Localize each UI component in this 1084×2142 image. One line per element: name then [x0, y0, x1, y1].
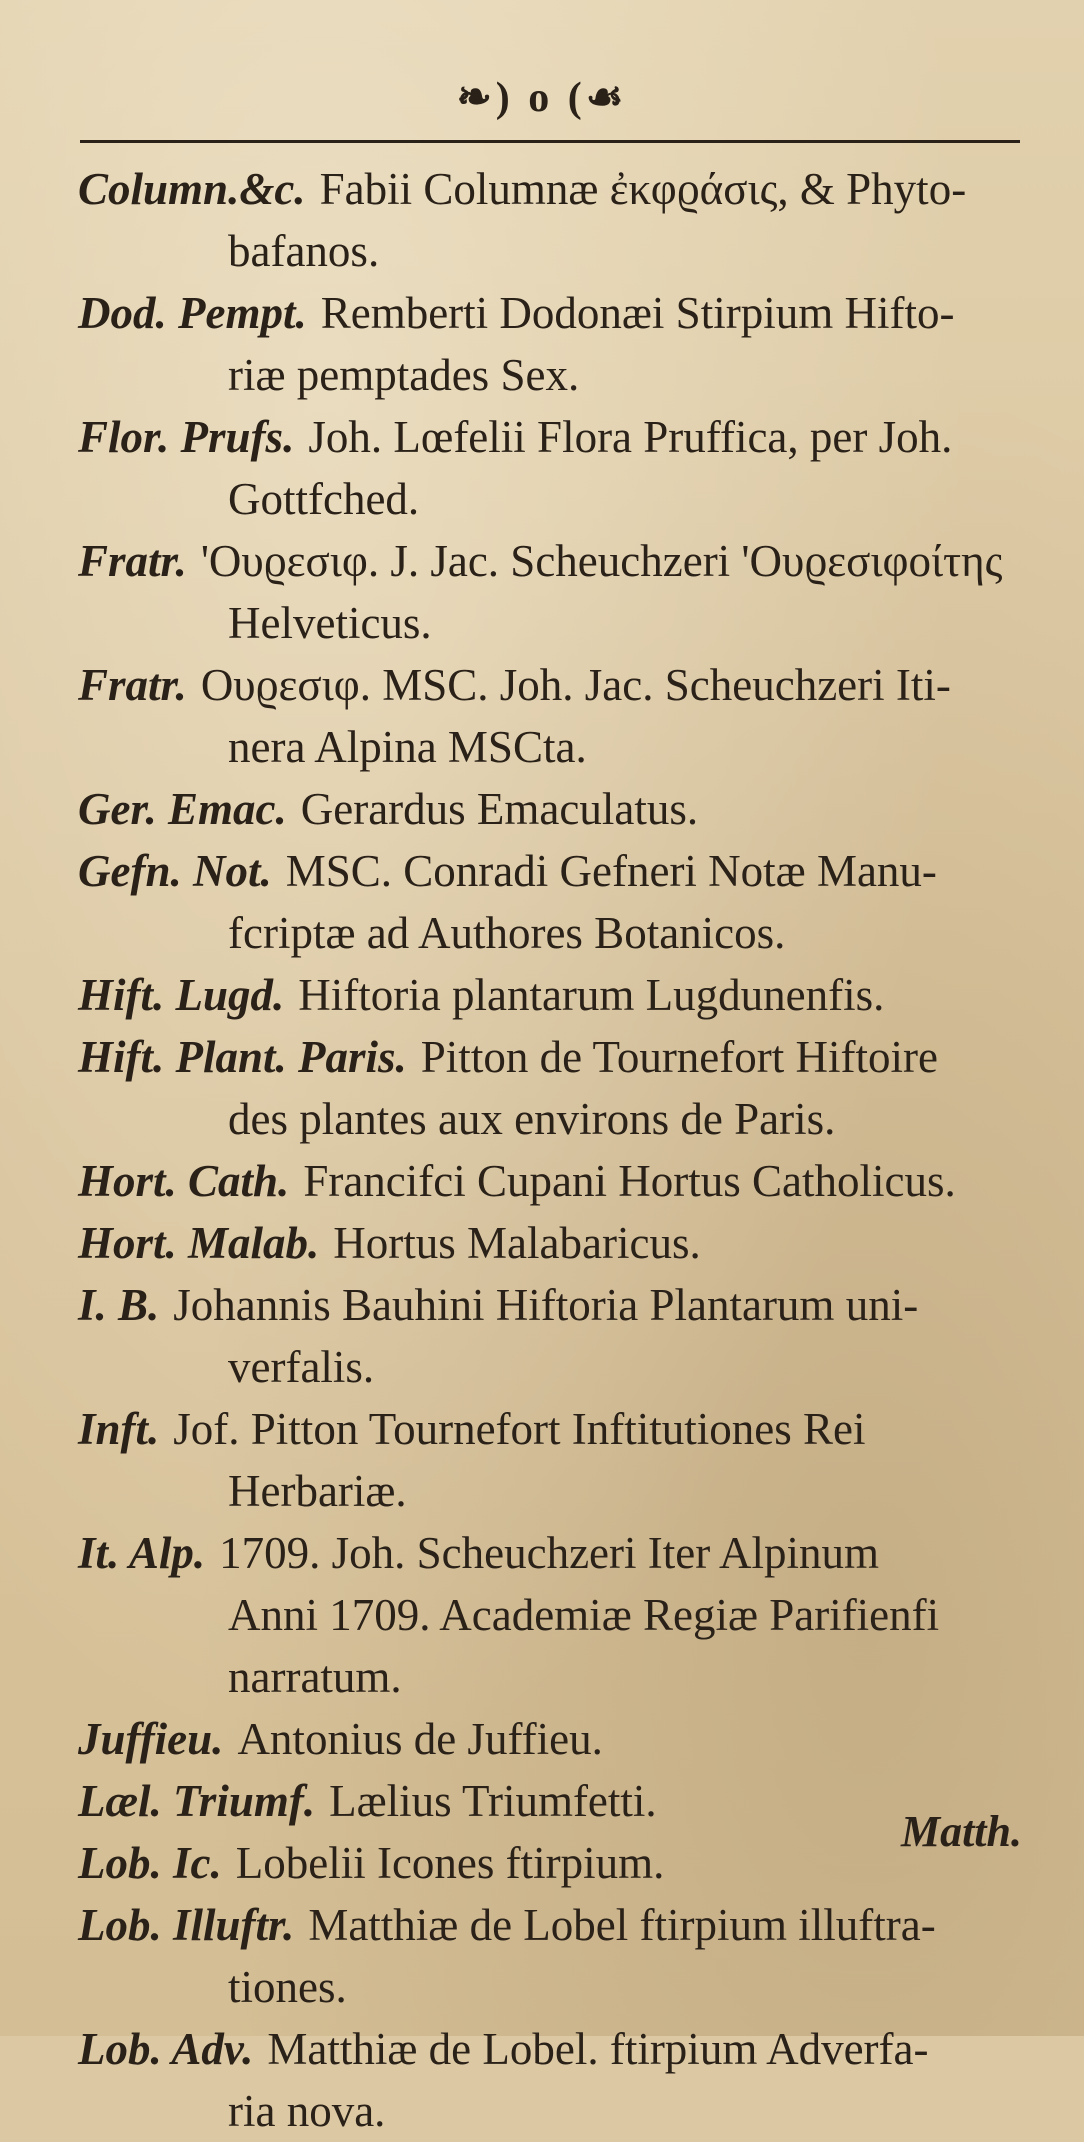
entry-description: Johannis Bauhini Hiftoria Plantarum uni- — [173, 1280, 919, 1330]
entry-description-continued: nera Alpina MSCta. — [228, 722, 587, 772]
entry-description: Matthiæ de Lobel. ftirpium Adverfa- — [267, 2024, 929, 2074]
abbreviation-entry — [0, 1522, 1084, 1708]
entry-abbreviation: Lob. Ic. — [78, 1838, 222, 1888]
entry-description: Fabii Columnæ ἐκφϱάσις, & Phyto- — [319, 164, 967, 214]
entry-abbreviation: Hort. Malab. — [78, 1218, 320, 1268]
entry-abbreviation: Hift. Plant. Paris. — [78, 1032, 407, 1082]
abbreviation-entry — [0, 840, 1084, 964]
entry-description-continued: fcriptæ ad Authores Botanicos. — [228, 908, 786, 958]
abbreviation-entry — [0, 530, 1084, 654]
abbreviation-entry — [0, 1212, 1084, 1274]
entry-description-continued: bafanos. — [228, 226, 380, 276]
entry-description: Francifci Cupani Hortus Catholicus. — [303, 1156, 956, 1206]
entry-description-continued: ria nova. — [228, 2086, 386, 2136]
page-header-ornament: ❧) o (☙ — [456, 75, 628, 121]
entry-description: Jof. Pitton Tournefort Inftitutiones Rei — [173, 1404, 866, 1454]
abbreviation-entry — [0, 1026, 1084, 1150]
entry-description: Joh. Lœfelii Flora Pruffica, per Joh. — [308, 412, 953, 462]
entry-abbreviation: Fratr. — [78, 536, 187, 586]
abbreviation-entry — [0, 1150, 1084, 1212]
entry-abbreviation: Hort. Cath. — [78, 1156, 290, 1206]
entry-description-continued: riæ pemptades Sex. — [228, 350, 580, 400]
entry-description: Lobelii Icones ftirpium. — [235, 1838, 665, 1888]
entry-description: Pitton de Tournefort Hiftoire — [420, 1032, 938, 1082]
entry-description: MSC. Conradi Gefneri Notæ Manu- — [285, 846, 937, 896]
entry-abbreviation: Flor. Prufs. — [78, 412, 295, 462]
entry-abbreviation: Gefn. Not. — [78, 846, 272, 896]
entry-description: Matthiæ de Lobel ftirpium illuftra- — [308, 1900, 936, 1950]
catchword: Matth. — [900, 1807, 1022, 1856]
entry-description-continued: des plantes aux environs de Paris. — [228, 1094, 836, 1144]
abbreviation-entry — [0, 1894, 1084, 2018]
entry-abbreviation: Dod. Pempt. — [78, 288, 307, 338]
abbreviation-entry — [0, 1274, 1084, 1398]
entry-abbreviation: Juffieu. — [78, 1714, 224, 1764]
abbreviation-entry — [0, 2018, 1084, 2142]
entry-abbreviation: I. B. — [78, 1280, 160, 1330]
abbreviation-entry — [0, 964, 1084, 1026]
entry-description: Gerardus Emaculatus. — [300, 784, 699, 834]
entry-description: Antonius de Juffieu. — [237, 1714, 603, 1764]
entry-abbreviation: Inft. — [78, 1404, 160, 1454]
entry-abbreviation: Lob. Adv. — [78, 2024, 254, 2074]
entry-description: 1709. Joh. Scheuchzeri Iter Alpinum — [219, 1528, 879, 1578]
entry-abbreviation: Fratr. — [78, 660, 187, 710]
abbreviation-entry — [0, 406, 1084, 530]
abbreviation-entry — [0, 158, 1084, 282]
entry-abbreviation: Ger. Emac. — [78, 784, 287, 834]
entry-abbreviation: Læl. Triumf. — [78, 1776, 316, 1826]
entry-description: Hiftoria plantarum Lugdunenfis. — [298, 970, 885, 1020]
entry-abbreviation: Column.&c. — [78, 164, 306, 214]
entry-description-continued: Anni 1709. Academiæ Regiæ Parifienfi narratum. — [228, 1590, 940, 1702]
abbreviation-entry — [0, 1398, 1084, 1522]
abbreviation-entry — [0, 778, 1084, 840]
entry-description-continued: Herbariæ. — [228, 1466, 407, 1516]
abbreviation-entry — [0, 654, 1084, 778]
entry-description-continued: Helveticus. — [228, 598, 432, 648]
entry-description-continued: Gottfched. — [228, 474, 420, 524]
entry-description: Remberti Dodonæi Stirpium Hifto- — [320, 288, 955, 338]
abbreviation-entry — [0, 282, 1084, 406]
entry-description-continued: verfalis. — [228, 1342, 375, 1392]
entry-description-continued: tiones. — [228, 1962, 347, 2012]
entry-description: 'Ουϱεσιφ. J. Jac. Scheuchzeri 'Ουϱεσιφοίτης — [200, 536, 1003, 586]
entry-abbreviation: Hift. Lugd. — [78, 970, 285, 1020]
header-rule — [80, 140, 1020, 143]
entry-abbreviation: It. Alp. — [78, 1528, 206, 1578]
abbreviation-entry — [0, 1708, 1084, 1770]
entry-description: Ουϱεσιφ. MSC. Joh. Jac. Scheuchzeri Iti- — [200, 660, 951, 710]
entry-abbreviation: Lob. Illuftr. — [78, 1900, 295, 1950]
entry-description: Lælius Triumfetti. — [329, 1776, 657, 1826]
entry-description: Hortus Malabaricus. — [333, 1218, 701, 1268]
